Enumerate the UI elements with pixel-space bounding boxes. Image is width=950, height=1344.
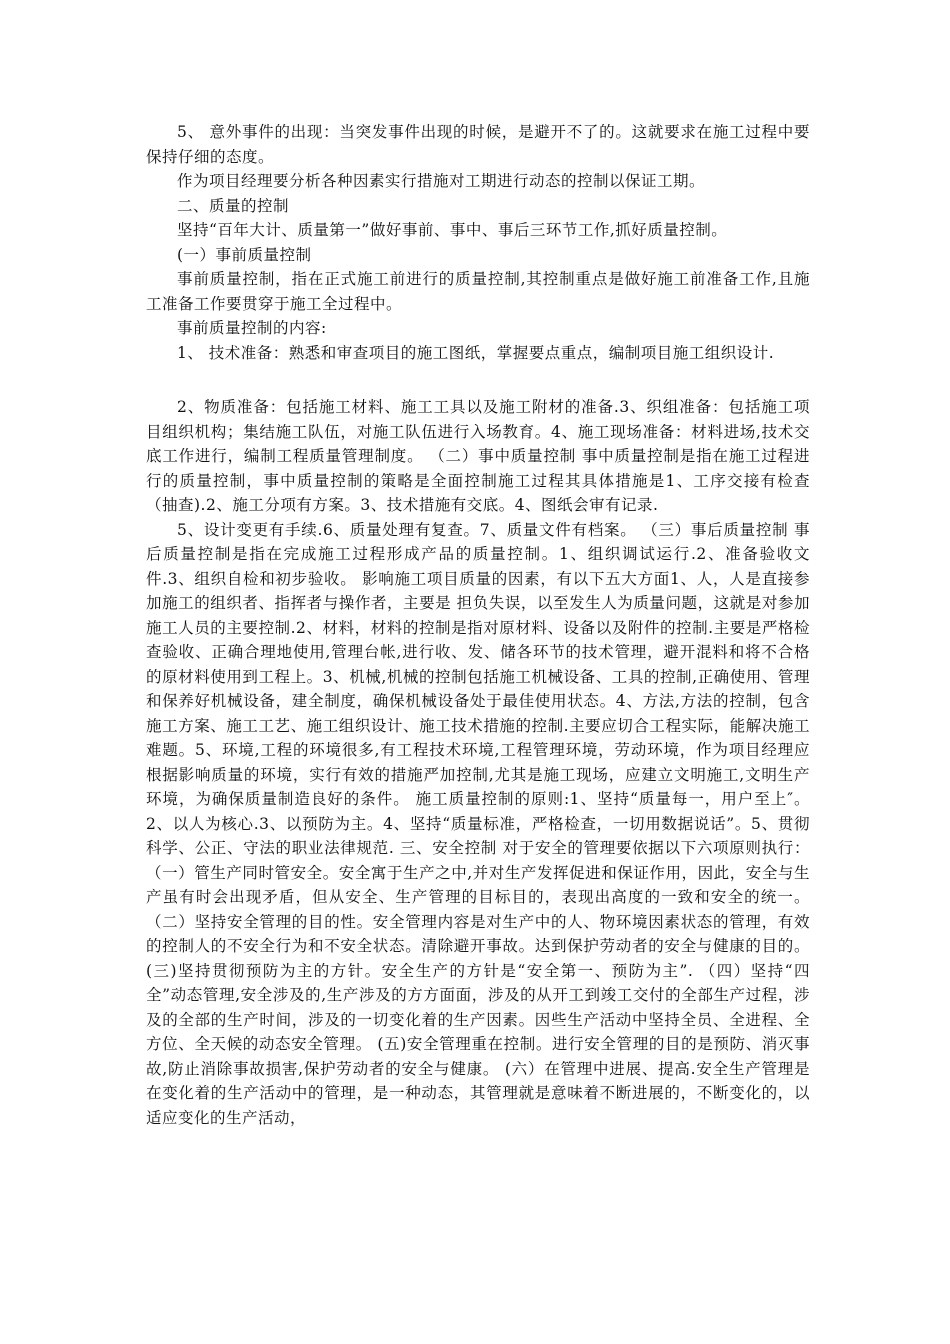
paragraph-project-manager: 作为项目经理要分析各种因素实行措施对工期进行动态的控制以保证工期。 [177, 172, 706, 190]
paragraph-pre-quality-definition: 事前质量控制，指在正式施工前进行的质量控制,其控制重点是做好施工前准备工作,且施工准备工作要贯穿于施工全过程中。 [146, 270, 810, 313]
document-body [146, 120, 810, 1130]
paragraph-material-preparation: 2、物质准备：包括施工材料、施工工具以及施工附材的准备.3、织组准备：包括施工项目组织机构；集结施工队伍，对施工队伍进行入场教育。4、施工现场准备：材料进场,技术交底工作进行，编制工程质量管理制度。 （二）事中质量控制 事中质量控制是指在施工过程进行的质量控制，事中质量控制的策略是全面控制施工过程其具体措施是1、工序交接有检查（抽查).2、施工分项有方案。3、技术措施有交底。4、图纸会审有记录. [146, 398, 810, 514]
paragraph-gap [146, 365, 810, 395]
heading-quality-control: 二、质量的控制 [177, 196, 290, 215]
paragraph-post-quality-and-safety: 5、设计变更有手续.6、质量处理有复查。7、质量文件有档案。 （三）事后质量控制 事后质量控制是指在完成施工过程形成产品的质量控制。1、组织调试运行.2、准备验收文件.3、组织自检和初步验收。 影响施工项目质量的因素，有以下五大方面1、人，人是直接参加施工的组织者、指挥者与操作者，主要是 担负失误，以至发生人为质量问题，这就是对参加施工人员的主要控制.2、材料，材料的控制是指对原材料、设备以及附件的控制.主要是严格检查验收、正确合理地使用,管理台帐,进行收、发、储各环节的技术管理，避开混料和将不合格的原材料使用到工程上。3、机械,机械的控制包括施工机械设备、工具的控制,正确使用、管理和保养好机械设备，建全制度，确保机械设备处于最佳使用状态。4、方法,方法的控制，包含施工方案、施工工艺、施工组织设计、施工技术措施的控制.主要应切合工程实际，能解决施工难题。5、环境,工程的环境很多,有工程技术环境,工程管理环境，劳动环境，作为项目经理应根据影响质量的环境，实行有效的措施严加控制,尤其是施工现场，应建立文明施工,文明生产环境，为确保质量制造良好的条件。 施工质量控制的原则:1、坚持“质量每一，用户至上″。2、以人为核心.3、以预防为主。4、坚持“质量标准，严格检查，一切用数据说话”。5、贯彻科学、公正、守法的职业法律规范. 三、安全控制 对于安全的管理要依据以下六项原则执行：（一）管生产同时管安全。安全寓于生产之中,并对生产发挥促进和保证作用，因此，安全与生产虽有时会出现矛盾，但从安全、生产管理的目标目的，表现出高度的一致和安全的统一。 （二）坚持安全管理的目的性。安全管理内容是对生产中的人、物环境因素状态的管理，有效的控制人的不安全行为和不安全状态。清除避开事故。达到保护劳动者的安全与健康的目的。 (三)坚持贯彻预防为主的方针。安全生产的方针是“安全第一、预防为主”. （四）坚持“四全”动态管理,安全涉及的,生产涉及的方方面面，涉及的从开工到竣工交付的全部生产过程，涉及的全部的生产时间，涉及的一切变化着的生产因素。因些生产活动中坚持全员、全进程、全方位、全天候的动态安全管理。 (五)安全管理重在控制。进行安全管理的目的是预防、消灭事故,防止消除事故损害,保护劳动者的安全与健康。 (六）在管理中进展、提高.安全生产管理是在变化着的生产活动中的管理，是一种动态，其管理就是意味着不断进展的，不断变化的，以适应变化的生产活动， [146, 520, 810, 1127]
paragraph-pre-quality-content-title: 事前质量控制的内容: [177, 319, 327, 337]
paragraph-quality-first: 坚持“百年大计、质量第一”做好事前、事中、事后三环节工作,抓好质量控制。 [177, 221, 728, 239]
paragraph-technical-preparation: 1、 技术准备：熟悉和审查项目的施工图纸，掌握要点重点，编制项目施工组织设计. [177, 343, 775, 362]
paragraph-unexpected-events: 5、 意外事件的出现：当突发事件出现的时候，是避开不了的。这就要求在施工过程中要保持仔细的态度。 [146, 123, 810, 166]
heading-pre-quality-control: (一）事前质量控制 [177, 245, 312, 264]
